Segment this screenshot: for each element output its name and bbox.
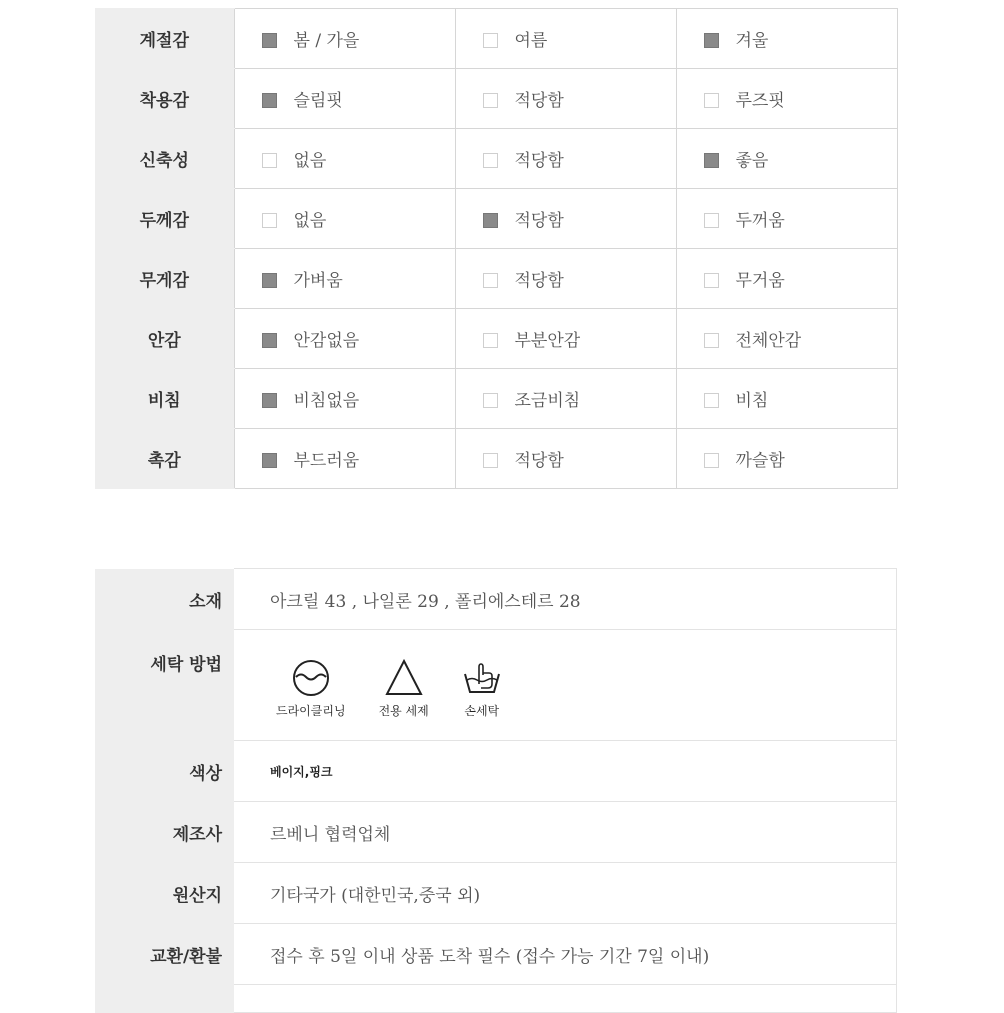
info-label-material: 소재	[95, 569, 234, 630]
feature-label: 촉감	[95, 429, 234, 489]
info-row-washing	[95, 630, 897, 741]
info-row-empty	[95, 985, 897, 1013]
info-label-color: 색상	[95, 741, 234, 802]
checked-box-icon	[262, 273, 277, 288]
feature-label: 무게감	[95, 249, 234, 309]
feature-option	[455, 249, 676, 309]
feature-option	[676, 129, 897, 189]
feature-option	[676, 429, 897, 489]
info-value-origin: 기타국가 (대한민국,중국 외)	[234, 863, 897, 924]
feature-option	[455, 9, 676, 69]
info-label-origin: 원산지	[95, 863, 234, 924]
info-label-empty	[95, 985, 234, 1013]
wash-caption: 드라이클리닝	[276, 703, 346, 718]
feature-option-label: 전체안감	[735, 331, 802, 351]
unchecked-box-icon	[704, 453, 719, 468]
checked-box-icon	[704, 153, 719, 168]
checked-box-icon	[262, 393, 277, 408]
hand-wash-icon	[462, 658, 502, 698]
feature-option-label: 비침	[735, 391, 769, 411]
feature-option-label: 적당함	[514, 271, 564, 291]
wash-item-special-detergent	[379, 658, 429, 719]
info-row-material	[95, 569, 897, 630]
feature-option	[234, 129, 455, 189]
info-label-exchange: 교환/환불	[95, 924, 234, 985]
checked-box-icon	[262, 333, 277, 348]
feature-option	[455, 429, 676, 489]
info-value-color	[234, 741, 897, 802]
unchecked-box-icon	[262, 213, 277, 228]
feature-option-label: 좋음	[735, 151, 769, 171]
checked-box-icon	[483, 213, 498, 228]
feature-option-label: 비침없음	[293, 391, 360, 411]
feature-option-label: 봄 / 가을	[293, 31, 360, 51]
info-value-empty	[234, 985, 897, 1013]
info-label-maker: 제조사	[95, 802, 234, 863]
info-row-maker	[95, 802, 897, 863]
feature-option	[234, 369, 455, 429]
feature-option	[676, 309, 897, 369]
feature-option-label: 안감없음	[293, 331, 360, 351]
feature-label: 계절감	[95, 9, 234, 69]
unchecked-box-icon	[483, 333, 498, 348]
feature-option	[455, 69, 676, 129]
wash-caption: 전용 세제	[378, 703, 429, 718]
feature-option-label: 적당함	[514, 451, 564, 471]
feature-option	[676, 369, 897, 429]
feature-row	[95, 129, 897, 189]
feature-row	[95, 309, 897, 369]
feature-option	[234, 309, 455, 369]
feature-label: 두께감	[95, 189, 234, 249]
feature-label: 안감	[95, 309, 234, 369]
info-row-color	[95, 741, 897, 802]
product-feature-table	[95, 8, 898, 489]
feature-option	[455, 369, 676, 429]
feature-option	[455, 129, 676, 189]
feature-option-label: 조금비침	[514, 391, 581, 411]
info-value-material: 아크릴 43 , 나일론 29 , 폴리에스테르 28	[234, 569, 897, 630]
feature-option	[676, 189, 897, 249]
unchecked-box-icon	[262, 153, 277, 168]
feature-option-label: 여름	[514, 31, 548, 51]
checked-box-icon	[262, 453, 277, 468]
info-row-exchange	[95, 924, 897, 985]
feature-row	[95, 369, 897, 429]
feature-option-label: 적당함	[514, 211, 564, 231]
wash-caption: 손세탁	[464, 703, 500, 718]
feature-option	[676, 69, 897, 129]
info-label-washing: 세탁 방법	[95, 630, 234, 741]
wash-item-dry-cleaning	[276, 658, 346, 719]
unchecked-box-icon	[704, 393, 719, 408]
feature-option-label: 겨울	[735, 31, 769, 51]
feature-option-label: 부분안감	[514, 331, 581, 351]
unchecked-box-icon	[704, 333, 719, 348]
feature-option-label: 두꺼움	[735, 211, 785, 231]
product-info-table	[95, 568, 897, 1013]
unchecked-box-icon	[483, 453, 498, 468]
feature-option-label: 부드러움	[293, 451, 360, 471]
feature-option-label: 무거움	[735, 271, 785, 291]
feature-option	[676, 249, 897, 309]
checked-box-icon	[262, 33, 277, 48]
feature-option	[234, 429, 455, 489]
info-row-origin	[95, 863, 897, 924]
feature-label: 비침	[95, 369, 234, 429]
feature-row	[95, 9, 897, 69]
unchecked-box-icon	[704, 213, 719, 228]
dry-cleaning-icon	[291, 658, 331, 698]
special-detergent-icon	[384, 658, 424, 698]
feature-option-label: 없음	[293, 211, 327, 231]
feature-row	[95, 249, 897, 309]
feature-option-label: 루즈핏	[735, 91, 785, 111]
feature-row	[95, 189, 897, 249]
unchecked-box-icon	[483, 93, 498, 108]
feature-option-label: 까슬함	[735, 451, 785, 471]
feature-option-label: 적당함	[514, 91, 564, 111]
feature-option	[234, 69, 455, 129]
feature-option	[455, 189, 676, 249]
feature-option	[455, 309, 676, 369]
unchecked-box-icon	[704, 273, 719, 288]
feature-label: 신축성	[95, 129, 234, 189]
color-value: 베이지,핑크	[270, 765, 333, 779]
feature-row	[95, 429, 897, 489]
info-value-maker: 르베니 협력업체	[234, 802, 897, 863]
feature-option	[234, 249, 455, 309]
feature-option	[234, 9, 455, 69]
feature-option	[234, 189, 455, 249]
unchecked-box-icon	[483, 393, 498, 408]
feature-label: 착용감	[95, 69, 234, 129]
wash-item-hand-wash	[462, 658, 502, 719]
feature-row	[95, 69, 897, 129]
unchecked-box-icon	[483, 33, 498, 48]
feature-option-label: 없음	[293, 151, 327, 171]
checked-box-icon	[704, 33, 719, 48]
unchecked-box-icon	[704, 93, 719, 108]
info-value-washing	[234, 630, 897, 741]
unchecked-box-icon	[483, 273, 498, 288]
info-value-exchange: 접수 후 5일 이내 상품 도착 필수 (접수 가능 기간 7일 이내)	[234, 924, 897, 985]
unchecked-box-icon	[483, 153, 498, 168]
feature-option-label: 가벼움	[293, 271, 343, 291]
feature-option	[676, 9, 897, 69]
checked-box-icon	[262, 93, 277, 108]
feature-option-label: 슬림핏	[293, 91, 343, 111]
feature-option-label: 적당함	[514, 151, 564, 171]
